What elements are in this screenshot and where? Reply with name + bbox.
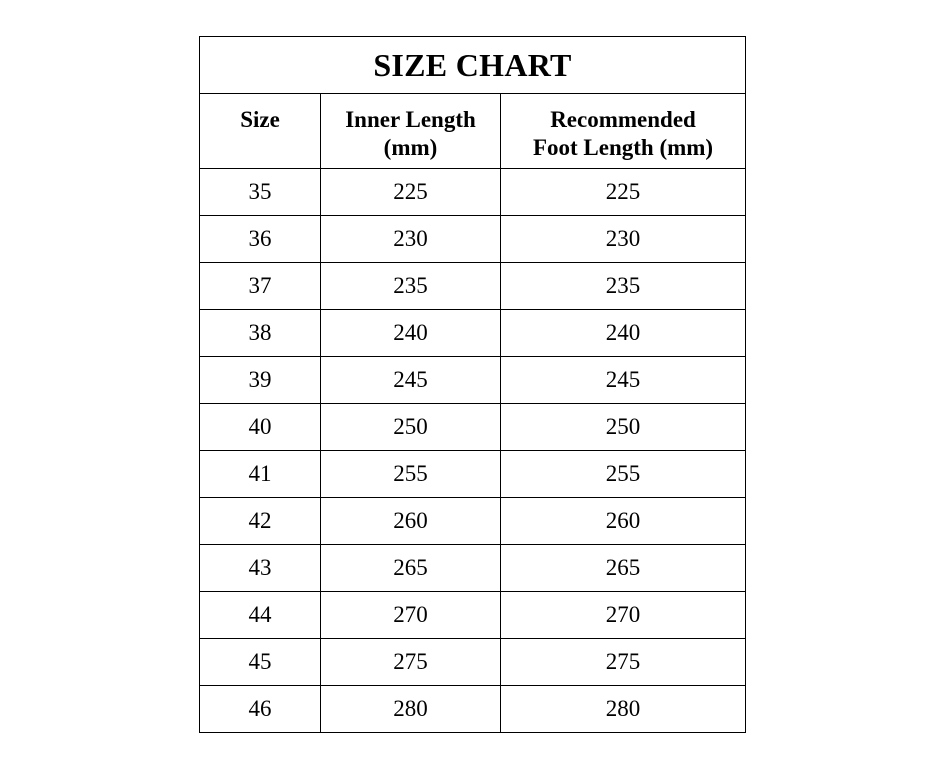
foot-length-cell: 225	[501, 169, 746, 216]
foot-length-cell: 265	[501, 545, 746, 592]
table-row	[200, 216, 746, 263]
table-row	[200, 310, 746, 357]
size-cell: 35	[200, 169, 321, 216]
inner-length-cell: 255	[321, 451, 501, 498]
table-row	[200, 639, 746, 686]
title-row	[200, 37, 746, 94]
size-cell: 36	[200, 216, 321, 263]
size-chart-table	[199, 36, 746, 733]
header-row	[200, 94, 746, 169]
foot-length-cell: 255	[501, 451, 746, 498]
header-inner-length-line-1: Inner Length	[345, 107, 476, 132]
inner-length-cell: 265	[321, 545, 501, 592]
foot-length-cell: 275	[501, 639, 746, 686]
header-foot-length	[501, 94, 746, 169]
inner-length-cell: 275	[321, 639, 501, 686]
table-row	[200, 404, 746, 451]
foot-length-cell: 240	[501, 310, 746, 357]
inner-length-cell: 240	[321, 310, 501, 357]
foot-length-cell: 245	[501, 357, 746, 404]
size-cell: 40	[200, 404, 321, 451]
header-size	[200, 94, 321, 169]
header-size-line: Size	[240, 107, 280, 132]
header-inner-length-line-2: (mm)	[383, 135, 438, 160]
table-row	[200, 498, 746, 545]
inner-length-cell: 230	[321, 216, 501, 263]
header-foot-length-line-2: Foot Length (mm)	[532, 135, 714, 160]
size-cell: 45	[200, 639, 321, 686]
header-inner-length	[321, 94, 501, 169]
size-cell: 37	[200, 263, 321, 310]
foot-length-cell: 230	[501, 216, 746, 263]
size-cell: 42	[200, 498, 321, 545]
table-row	[200, 592, 746, 639]
inner-length-cell: 250	[321, 404, 501, 451]
inner-length-cell: 235	[321, 263, 501, 310]
table-row	[200, 169, 746, 216]
inner-length-cell: 280	[321, 686, 501, 733]
foot-length-cell: 280	[501, 686, 746, 733]
size-cell: 43	[200, 545, 321, 592]
inner-length-cell: 245	[321, 357, 501, 404]
inner-length-cell: 260	[321, 498, 501, 545]
size-cell: 39	[200, 357, 321, 404]
size-cell: 46	[200, 686, 321, 733]
table-row	[200, 357, 746, 404]
size-cell: 41	[200, 451, 321, 498]
inner-length-cell: 225	[321, 169, 501, 216]
foot-length-cell: 250	[501, 404, 746, 451]
table-body	[200, 169, 746, 733]
foot-length-cell: 260	[501, 498, 746, 545]
foot-length-cell: 270	[501, 592, 746, 639]
foot-length-cell: 235	[501, 263, 746, 310]
table-row	[200, 686, 746, 733]
header-foot-length-line-1: Recommended	[550, 107, 696, 132]
size-cell: 38	[200, 310, 321, 357]
table-row	[200, 451, 746, 498]
table-row	[200, 263, 746, 310]
inner-length-cell: 270	[321, 592, 501, 639]
size-cell: 44	[200, 592, 321, 639]
table-title: SIZE CHART	[200, 37, 746, 94]
table-row	[200, 545, 746, 592]
